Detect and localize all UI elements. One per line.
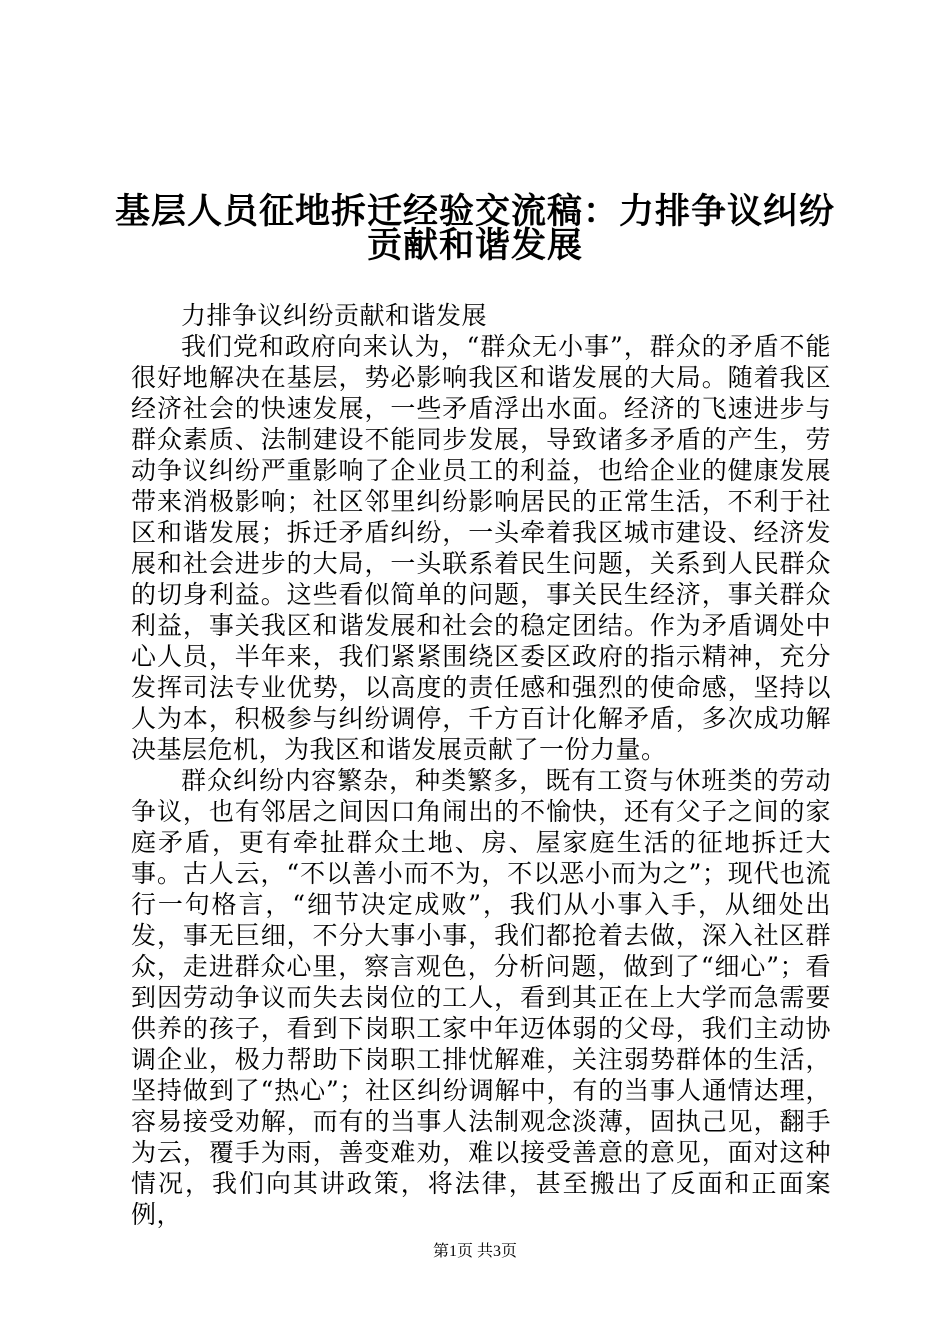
document-title-line-1: 基层人员征地拆迁经验交流稿：力排争议纠纷 <box>114 192 835 232</box>
body-paragraph: 群众纠纷内容繁杂，种类繁多，既有工资与休班类的劳动争议，也有邻居之间因口角闹出的不愉快，还有父子之间的家庭矛盾，更有牵扯群众土地、房、屋家庭生活的征地拆迁大事。古人云，“不以善小而不为，不以恶小而为之”；现代也流行一句格言，“细节决定成败”，我们从小事入手，从细处出发，事无巨细，不分大事小事，我们都抢着去做，深入社区群众，走进群众心里，察言观色，分析问题，做到了“细心”；看到因劳动争议而失去岗位的工人，看到其正在上大学而急需要供养的孩子，看到下岗职工家中年迈体弱的父母，我们主动协调企业，极力帮助下岗职工排忧解难，关注弱势群体的生活，坚持做到了“热心”；社区纠纷调解中，有的当事人通情达理，容易接受劝解，而有的当事人法制观念淡薄，固执己见，翻手为云，覆手为雨，善变难劝，难以接受善意的意见，面对这种情况，我们向其讲政策，将法律，甚至搬出了反面和正面案例， <box>131 766 831 1229</box>
page-number-footer: 第1页 共3页 <box>432 1243 517 1260</box>
body-paragraph-subtitle: 力排争议纠纷贡献和谐发展 <box>181 301 488 330</box>
document-title-line-2: 贡献和谐发展 <box>366 226 583 266</box>
document-body <box>131 300 831 1230</box>
body-paragraph: 我们党和政府向来认为，“群众无小事”，群众的矛盾不能很好地解决在基层，势必影响我区和谐发展的大局。随着我区经济社会的快速发展，一些矛盾浮出水面。经济的飞速进步与群众素质、法制建设不能同步发展，导致诸多矛盾的产生，劳动争议纠纷严重影响了企业员工的利益，也给企业的健康发展带来消极影响；社区邻里纠纷影响居民的正常生活，不利于社区和谐发展；拆迁矛盾纠纷，一头牵着我区城市建设、经济发展和社会进步的大局，一头联系着民生问题，关系到人民群众的切身利益。这些看似简单的问题，事关民生经济，事关群众利益，事关我区和谐发展和社会的稳定团结。作为矛盾调处中心人员，半年来，我们紧紧围绕区委区政府的指示精神，充分发挥司法专业优势，以高度的责任感和强烈的使命感，坚持以人为本，积极参与纠纷调停，千方百计化解矛盾，多次成功解决基层危机，为我区和谐发展贡献了一份力量。 <box>131 332 831 764</box>
